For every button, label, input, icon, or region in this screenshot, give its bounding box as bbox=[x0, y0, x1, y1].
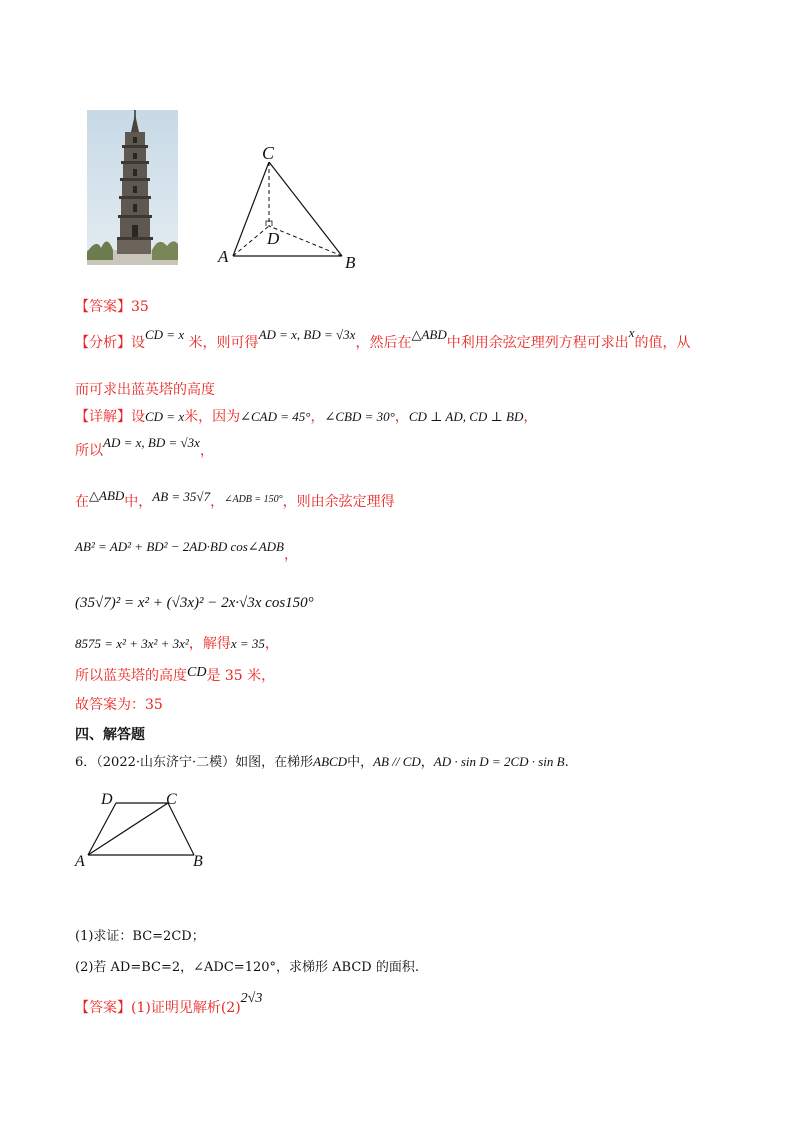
detail-tag: 【详解】 bbox=[75, 409, 131, 425]
problem-6-stem bbox=[75, 751, 569, 770]
in-math-2: AB = 35√7 bbox=[152, 489, 211, 504]
trapezoid-figure bbox=[80, 795, 210, 865]
answer-tag: 【答案】 bbox=[75, 299, 131, 315]
in-math: △ABD bbox=[89, 488, 125, 503]
analysis-math-1: CD = x bbox=[145, 327, 185, 342]
analysis-math-4: x bbox=[628, 325, 635, 340]
concl-text: 所以蓝英塔的高度 bbox=[75, 668, 187, 684]
so-math: AD = x, BD = √3x bbox=[103, 435, 200, 450]
eq3-math: 8575 = x² + 3x² + 3x² bbox=[75, 636, 189, 651]
analysis-text: 米，则可得 bbox=[184, 335, 259, 351]
concl-math: CD bbox=[187, 665, 207, 680]
pyramid-figure bbox=[215, 140, 365, 275]
analysis-text: 的值，从 bbox=[634, 335, 691, 351]
equation-2 bbox=[75, 593, 314, 612]
answer-line bbox=[75, 296, 149, 316]
in-text: ， bbox=[210, 494, 225, 510]
answer6-text: (1)证明见解析(2) bbox=[131, 1000, 241, 1016]
so-label: 所以 bbox=[75, 443, 103, 459]
problem-6-math: ABCD bbox=[313, 754, 348, 769]
detail-math-3: ∠CBD = 30° bbox=[324, 409, 395, 424]
analysis-text: 设 bbox=[131, 335, 145, 351]
eq3-x: x = 35 bbox=[230, 636, 265, 651]
detail-text: 设 bbox=[131, 409, 145, 425]
eq1-math: AB² = AD² + BD² − 2AD·BD cos∠ADB bbox=[75, 539, 284, 554]
section-title: 四、解答题 bbox=[75, 727, 145, 743]
eq3-text: ，解得 bbox=[188, 636, 231, 652]
in-math-3: ∠ADB = 150° bbox=[224, 494, 283, 505]
answer6-line bbox=[75, 991, 263, 1017]
problem-6-math: AB // CD bbox=[373, 754, 421, 769]
answer-value: 35 bbox=[131, 299, 149, 315]
detail-math-1: CD = x bbox=[145, 409, 185, 424]
detail-text: ， bbox=[523, 409, 538, 425]
problem-6-text: ， bbox=[420, 755, 434, 770]
detail-in-line bbox=[75, 488, 395, 511]
trap-label-b: B bbox=[193, 853, 203, 870]
in-text: ，则由余弦定理得 bbox=[282, 494, 395, 510]
problem-6-text: 6．（2022·山东济宁·二模）如图，在梯形 bbox=[75, 755, 314, 770]
analysis-line-2: 而可求出蓝英塔的高度 bbox=[75, 382, 215, 398]
equation-3 bbox=[75, 633, 279, 653]
detail-text: ， bbox=[394, 409, 409, 425]
equation-1 bbox=[75, 536, 298, 563]
detail-text: ， bbox=[310, 409, 325, 425]
detail-math-2: ∠CAD = 45° bbox=[240, 409, 311, 424]
eq2-math: (35√7)² = x² + (√3x)² − 2x·√3x cos150° bbox=[75, 595, 314, 611]
analysis-line bbox=[75, 325, 691, 352]
in-label: 在 bbox=[75, 494, 89, 510]
detail-math-4: CD ⊥ AD, CD ⊥ BD bbox=[408, 409, 524, 424]
detail-line-1 bbox=[75, 406, 537, 426]
trap-label-c: C bbox=[166, 791, 177, 808]
answer6-value: 2√3 bbox=[240, 991, 263, 1006]
so-end: ， bbox=[199, 443, 214, 459]
answer6-tag: 【答案】 bbox=[75, 1000, 131, 1016]
pagoda-photo bbox=[87, 110, 178, 265]
question-1: (1)求证：BC=2CD； bbox=[75, 929, 205, 944]
problem-6-math: AD · sin D = 2CD · sin B bbox=[433, 754, 565, 769]
concl-text: 是 35 米， bbox=[206, 668, 276, 684]
analysis-math-3: △ABD bbox=[411, 327, 447, 342]
detail-so-line bbox=[75, 435, 214, 460]
question-2: (2)若 AD=BC=2，∠ADC=120°，求梯形 ABCD 的面积. bbox=[75, 960, 419, 975]
conclusion-line bbox=[75, 665, 275, 685]
trap-label-a: A bbox=[75, 853, 85, 870]
analysis-text: 中利用余弦定理列方程可求出 bbox=[446, 335, 629, 351]
trap-label-d: D bbox=[101, 791, 113, 808]
final-answer: 故答案为：35 bbox=[75, 697, 163, 713]
label-c: C bbox=[262, 143, 275, 163]
in-text: 中， bbox=[124, 494, 153, 510]
problem-6-text: 中， bbox=[347, 755, 374, 770]
eq3-end: ， bbox=[264, 636, 279, 652]
analysis-math-2: AD = x, BD = √3x bbox=[258, 327, 356, 342]
analysis-text: ，然后在 bbox=[355, 335, 412, 351]
eq1-end: ， bbox=[283, 547, 298, 563]
label-a: A bbox=[218, 247, 229, 266]
detail-text: 米，因为 bbox=[184, 409, 241, 425]
label-b: B bbox=[345, 253, 356, 272]
problem-6-text: . bbox=[564, 755, 569, 770]
label-d: D bbox=[267, 229, 280, 248]
analysis-tag: 【分析】 bbox=[75, 335, 131, 351]
